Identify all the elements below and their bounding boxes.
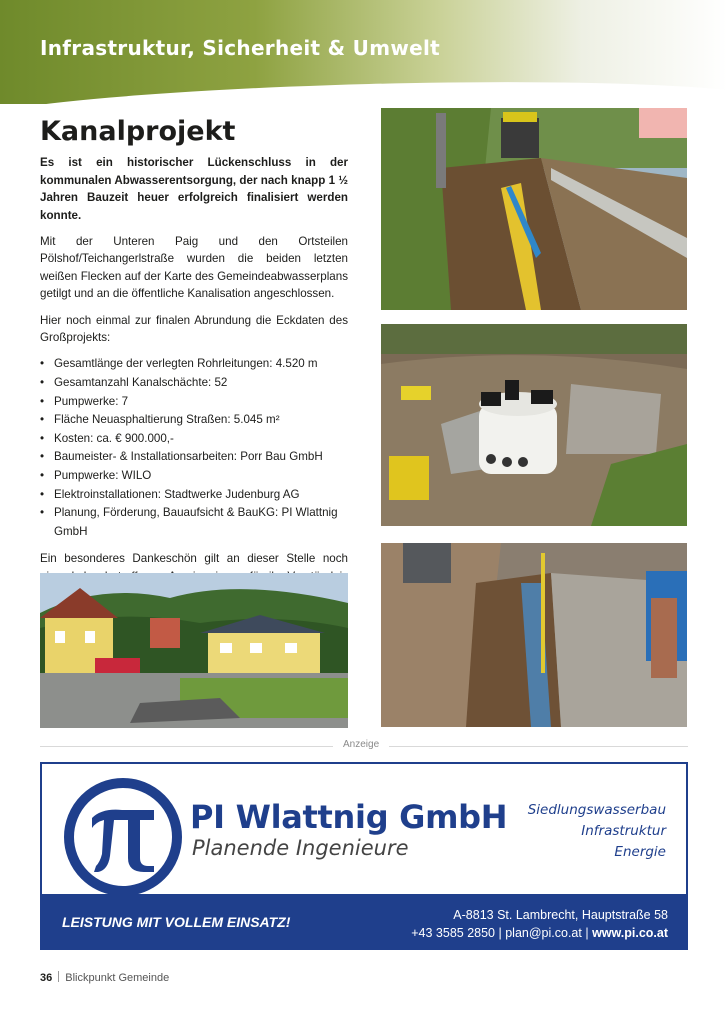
list-item: • Baumeister- & Installationsarbeiten: Porr Bau GmbH [40, 448, 348, 467]
ad-contact [411, 906, 668, 942]
pi-logo [64, 778, 182, 896]
article-column [40, 116, 348, 612]
houses-photo [40, 573, 348, 728]
trench-photo [381, 108, 687, 310]
ad-slogan: LEISTUNG MIT VOLLEM EINSATZ! [62, 914, 291, 930]
contact-separator: | [498, 926, 502, 940]
list-item: • Elektroinstallationen: Stadtwerke Judenburg AG [40, 486, 348, 505]
footer-separator [58, 971, 59, 982]
page-footer [40, 971, 169, 984]
article-paragraph-3: Ein besonderes Dankeschön gilt an dieser Stelle noch [40, 552, 348, 566]
section-banner [0, 0, 728, 104]
list-item: • Fläche Neuasphaltierung Straßen: 5.045 m² [40, 411, 348, 430]
contact-separator: | [585, 926, 589, 940]
list-item: • Kosten: ca. € 900.000,- [40, 430, 348, 449]
ad-contact-bar [42, 894, 686, 948]
list-item: • Planung, Förderung, Bauaufsicht & BauKG: PI Wlattnig GmbH [40, 504, 348, 541]
service-item: Infrastruktur [581, 823, 666, 839]
list-item: • Gesamtlänge der verlegten Rohrleitungen: 4.520 m [40, 355, 348, 374]
ad-phone[interactable]: +43 3585 2850 [411, 926, 495, 940]
company-subtitle: Planende Ingenieure [192, 836, 409, 860]
ad-contact-line [411, 924, 668, 942]
company-name: PI Wlattnig GmbH [190, 798, 508, 836]
article-headline: Kanalprojekt [40, 116, 236, 147]
list-item: • Pumpwerke: WILO [40, 467, 348, 486]
article-lead: Es ist ein historischer Lückenschluss in der kommunalen Abwasserentsorgung, der nach knapp 1 ½ Jahren Bauzeit heuer erfolgreich finalisiert werden konnte. [40, 156, 348, 222]
key-data-list [40, 355, 348, 541]
services-list [528, 800, 666, 863]
list-item: • Gesamtanzahl Kanalschächte: 52 [40, 374, 348, 393]
ad-website[interactable]: www.pi.co.at [592, 926, 668, 940]
publication-name: Blickpunkt Gemeinde [65, 972, 170, 984]
list-item: • Pumpwerke: 7 [40, 393, 348, 412]
article-paragraph-2: Hier noch einmal zur finalen Abrundung die Eckdaten des Großprojekts: [40, 313, 348, 345]
page-number: 36 [40, 972, 53, 984]
article-paragraph-1: Mit der Unteren Paig und den Ortsteilen Pölshof/Teichangerlstraße wurden die beiden letzten weißen Flecken auf der Karte des Gemeindeabwasserplans getilgt und an die öffentliche Kanalisation angeschlossen. [40, 235, 348, 301]
ad-address: A-8813 St. Lambrecht, Hauptstraße 58 [453, 908, 668, 922]
ad-label: Anzeige [333, 739, 389, 750]
service-item: Energie [614, 844, 666, 860]
ad-email[interactable]: plan@pi.co.at [505, 926, 582, 940]
service-item: Siedlungswasserbau [527, 802, 666, 818]
section-title: Infrastruktur, Sicherheit & Umwelt [40, 36, 440, 60]
pump-shaft-photo [381, 324, 687, 526]
pi-symbol-icon [74, 788, 172, 886]
pipe-trench-photo [381, 543, 687, 727]
advertisement [40, 762, 688, 950]
